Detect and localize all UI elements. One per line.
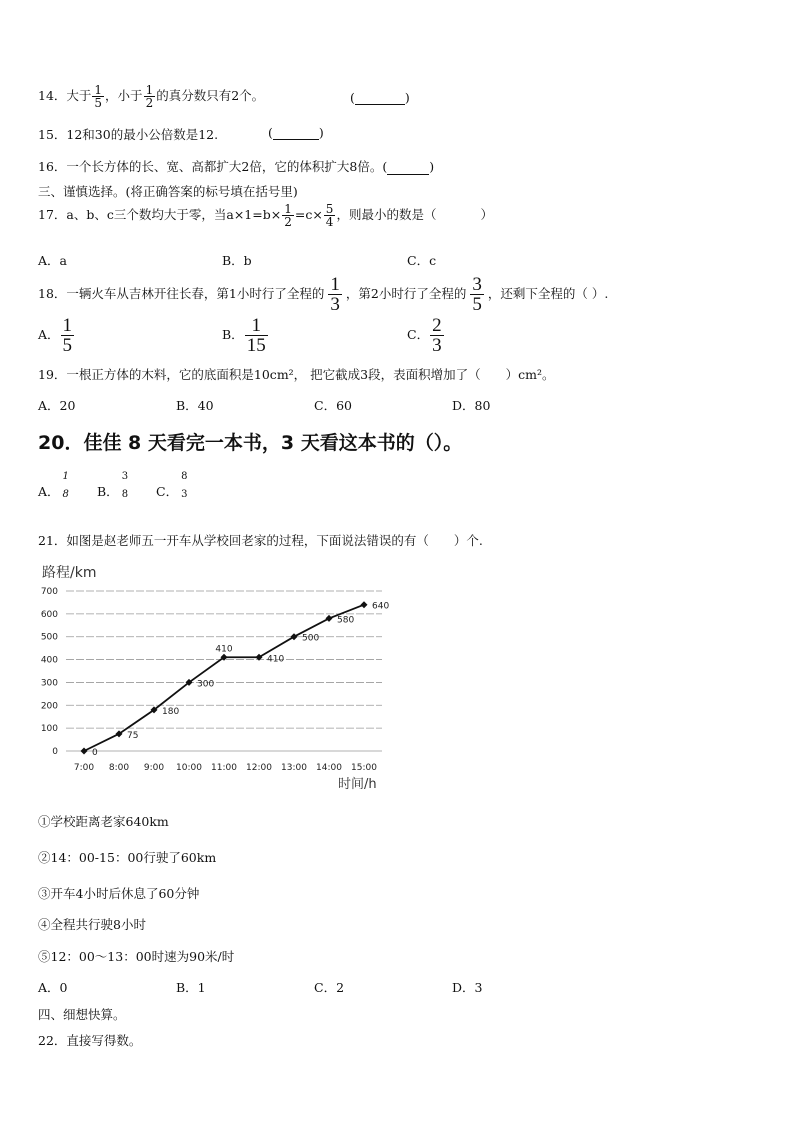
x-tick-label: 13:00 xyxy=(281,763,307,773)
fraction: 3 8 xyxy=(121,471,129,500)
y-tick-label: 100 xyxy=(40,724,58,735)
fraction: $\frac{1}{2}$ xyxy=(145,83,154,110)
question-16: 16．一个长方体的长、宽、高都扩大2倍，它的体积扩大8倍。( ) xyxy=(38,159,435,174)
x-tick-label: 7:00 xyxy=(73,763,95,773)
answer-blank-14[interactable]: ( ) xyxy=(350,90,410,105)
series-line xyxy=(84,605,364,751)
y-tick-label: 400 xyxy=(40,655,58,666)
question-15: 15．12和30的最小公倍数是12. xyxy=(38,127,219,142)
question-14: 14．大于 $\frac{1}{5}$ ，小于 $\frac{1}{2}$ 的真分数只有2个。 xyxy=(38,83,265,110)
question-21: 21．如图是赵老师五一开车从学校回老家的过程，下面说法错误的有（ ）个. xyxy=(38,533,483,548)
fraction: $\frac{2}{3}$ xyxy=(432,315,442,356)
question-18: 18．一辆火车从吉林开往长春，第1小时行了全程的 $\frac{1}{3}$ ，第2小时行了全程的 $\frac{3}{5}$ ，还剩下全程的（ ）. xyxy=(38,274,609,315)
x-tick-label: 10:00 xyxy=(176,763,202,773)
fraction: $\frac{5}{4}$ xyxy=(325,202,334,229)
fraction: $\frac{1}{3}$ xyxy=(330,274,340,315)
y-tick-label: 0 xyxy=(52,747,58,757)
data-label: 410 xyxy=(267,654,285,665)
option-19a[interactable]: A．20 xyxy=(38,398,76,413)
fraction: $\frac{1}{15}$ xyxy=(246,315,266,356)
statement-4: ④全程共行驶8小时 xyxy=(38,917,146,932)
distance-time-line-chart xyxy=(30,558,410,798)
data-label: 180 xyxy=(162,706,180,717)
y-tick-label: 500 xyxy=(40,632,58,643)
option-18a[interactable]: A． $\frac{1}{5}$ xyxy=(38,315,73,356)
option-21c[interactable]: C．2 xyxy=(314,980,345,995)
statement-5: ⑤12：00～13：00时速为90米/时 xyxy=(38,949,235,964)
data-point xyxy=(326,615,333,622)
section-heading-3: 三、谨慎选择。(将正确答案的标号填在括号里) xyxy=(38,184,298,199)
data-point xyxy=(361,601,368,608)
fraction: 8 3 xyxy=(181,471,188,500)
data-label: 0 xyxy=(92,748,98,758)
answer-blank-16[interactable]: ( ) xyxy=(382,159,435,174)
option-21b[interactable]: B．1 xyxy=(176,980,206,995)
y-tick-label: 700 xyxy=(40,587,58,597)
option-21d[interactable]: D．3 xyxy=(452,980,483,995)
y-tick-label: 600 xyxy=(40,609,58,620)
x-tick-label: 15:00 xyxy=(351,763,377,773)
fraction: $\frac{1}{2}$ xyxy=(284,202,292,229)
option-17a[interactable]: A．a xyxy=(38,253,67,268)
data-label: 580 xyxy=(337,615,355,626)
question-19: 19．一根正方体的木料，它的底面积是10cm²， 把它截成3段，表面积增加了（ ）cm²。 xyxy=(38,367,555,382)
option-20b[interactable]: B． 3 8 xyxy=(97,471,129,500)
x-tick-label: 9:00 xyxy=(143,763,165,773)
option-19d[interactable]: D．80 xyxy=(452,398,491,413)
option-17b[interactable]: B．b xyxy=(222,253,252,268)
option-20c[interactable]: C． 8 3 xyxy=(156,471,188,500)
option-20a[interactable]: A． 1 8 xyxy=(38,471,69,500)
answer-blank-15[interactable]: ( ) xyxy=(268,125,324,140)
option-18b[interactable]: B． $\frac{1}{15}$ xyxy=(222,315,266,356)
data-point xyxy=(81,748,88,755)
fraction: $\frac{1}{5}$ xyxy=(62,315,73,356)
y-tick-label: 300 xyxy=(40,678,58,689)
x-tick-label: 8:00 xyxy=(108,763,130,773)
question-20: 20．佳佳 8 天看完一本书，3 天看这本书的（）。 xyxy=(38,432,463,454)
data-label: 500 xyxy=(302,633,320,644)
x-tick-label: 11:00 xyxy=(211,763,237,773)
option-17c[interactable]: C．c xyxy=(407,253,437,268)
x-tick-label: 12:00 xyxy=(246,763,272,773)
question-22: 22．直接写得数。 xyxy=(38,1033,142,1048)
data-label: 410 xyxy=(215,644,233,655)
statement-3: ③开车4小时后休息了60分钟 xyxy=(38,886,200,901)
data-label: 300 xyxy=(197,679,215,690)
fraction: $\frac{3}{5}$ xyxy=(472,274,482,315)
statement-2: ②14：00-15：00行驶了60km xyxy=(38,850,217,865)
y-tick-label: 200 xyxy=(40,701,58,712)
option-21a[interactable]: A．0 xyxy=(38,980,68,995)
fraction: 1 8 xyxy=(62,471,69,500)
statement-1: ①学校距离老家640km xyxy=(38,814,169,829)
question-17: 17．a、b、c三个数均大于零，当a×1=b× $\frac{1}{2}$ =c× $\frac{5}{4}$ ，则最小的数是（ ） xyxy=(38,202,493,229)
section-heading-4: 四、细想快算。 xyxy=(38,1007,126,1022)
fraction: $\frac{1}{5}$ xyxy=(94,83,103,110)
x-tick-label: 14:00 xyxy=(316,763,342,773)
option-19c[interactable]: C．60 xyxy=(314,398,352,413)
data-label: 75 xyxy=(127,730,139,741)
data-label: 640 xyxy=(372,601,390,612)
option-18c[interactable]: C． $\frac{2}{3}$ xyxy=(407,315,442,356)
option-19b[interactable]: B．40 xyxy=(176,398,214,413)
x-axis-title: 时间/h xyxy=(338,777,377,792)
y-axis-title: 路程/km xyxy=(42,565,97,581)
